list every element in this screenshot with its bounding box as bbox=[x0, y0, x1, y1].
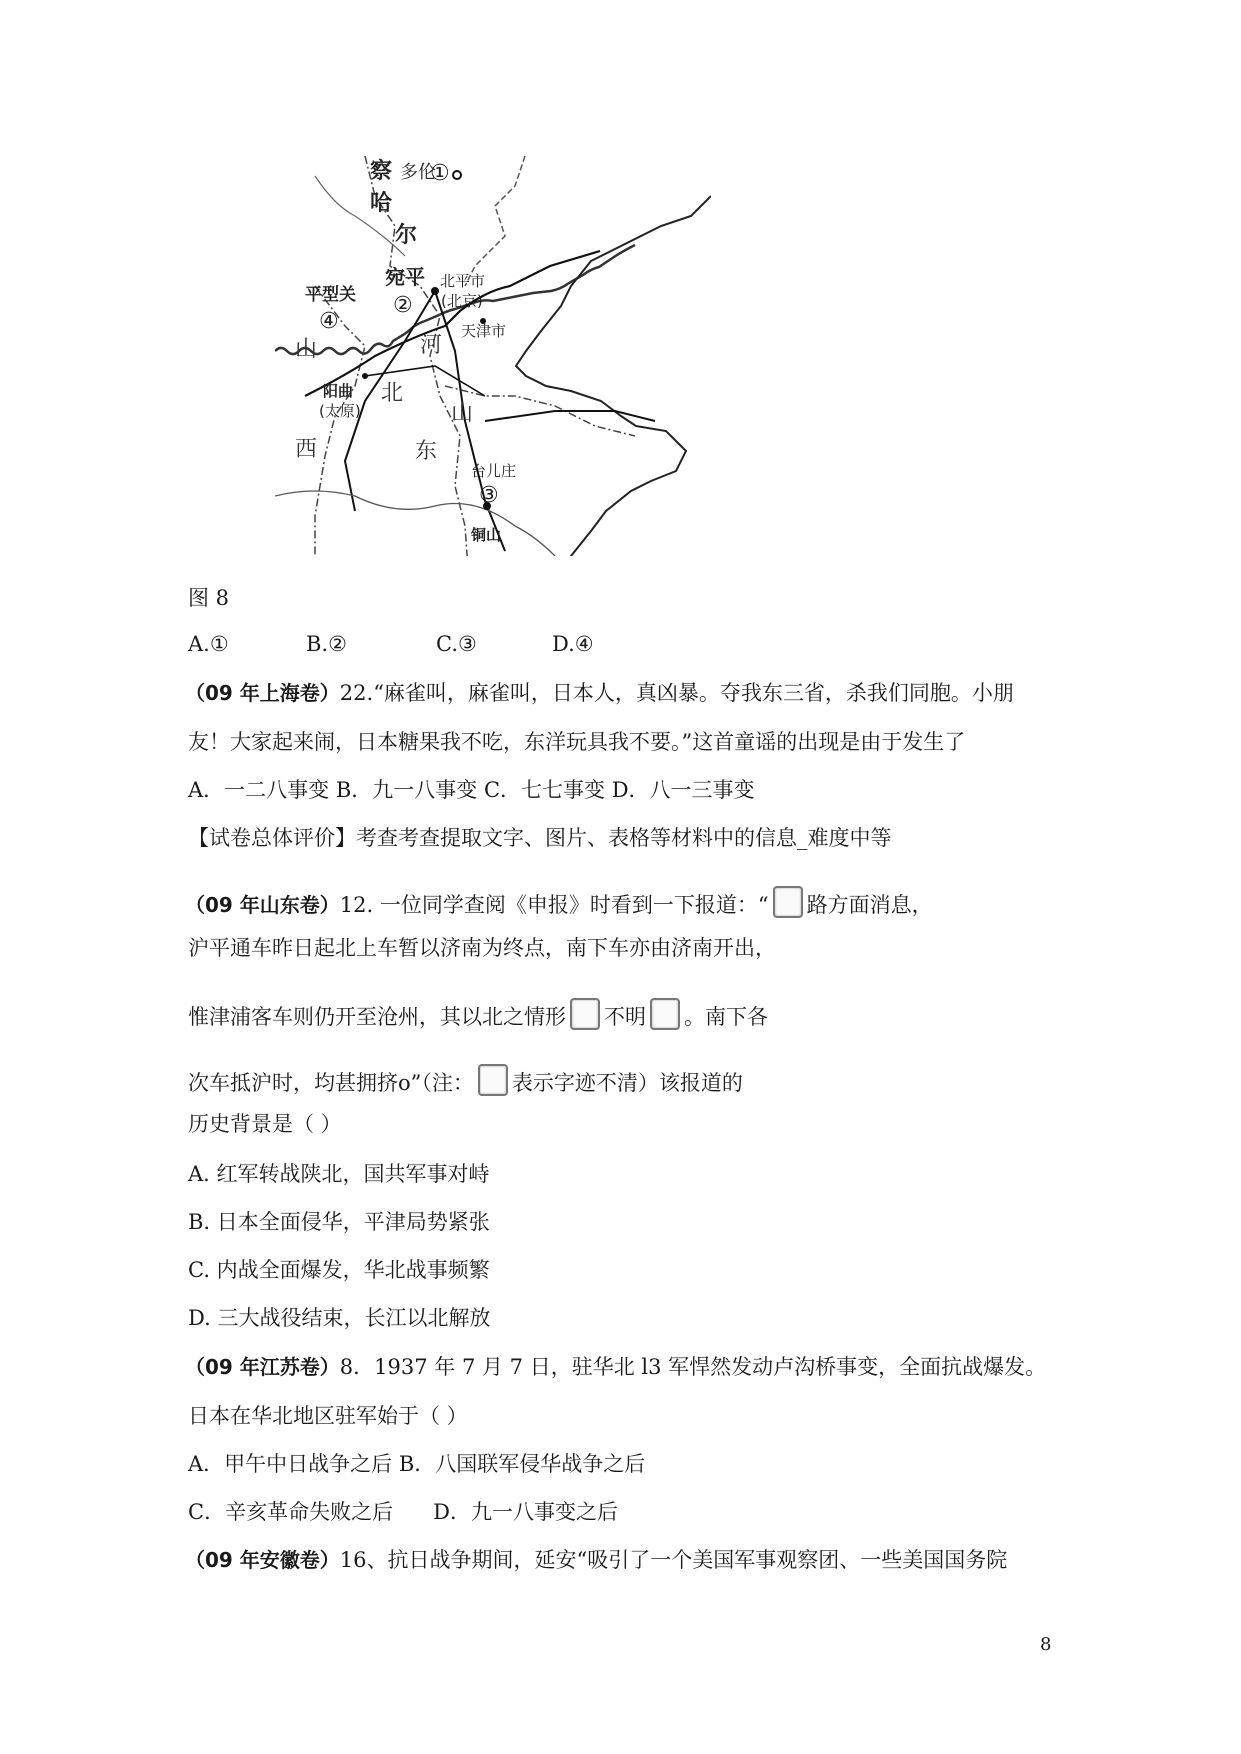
question-8-options-row2: C．辛亥革命失败之后 D．九一八事变之后 bbox=[188, 1500, 618, 1524]
question-22-options: A．一二八事变 B．九一八事变 C．七七事变 D．八一三事变 bbox=[188, 778, 755, 802]
evaluation-label: 【试卷总体评价】 bbox=[188, 826, 356, 850]
label-tongshan: 铜山 bbox=[471, 526, 502, 544]
question-12-option-c: C. 内战全面爆发，华北战事频繁 bbox=[188, 1258, 490, 1282]
question-source: （09 年山东卷） bbox=[185, 893, 340, 917]
marker-4: ④ bbox=[319, 309, 339, 334]
evaluation-line bbox=[188, 824, 892, 852]
label-shan-west: 山 bbox=[295, 337, 318, 362]
question-12-option-a: A. 红军转战陕北，国共军事对峙 bbox=[188, 1162, 490, 1186]
label-beijing: (北京) bbox=[441, 292, 483, 310]
marker-2: ② bbox=[393, 293, 413, 318]
question-text: 表示字迹不清）该报道的 bbox=[511, 1071, 743, 1095]
figure-caption: 图 8 bbox=[188, 586, 230, 610]
beiping-dot bbox=[431, 287, 439, 295]
question-source: （09 年上海卷） bbox=[185, 681, 340, 705]
question-12-line4 bbox=[188, 1064, 743, 1097]
question-text: 路方面消息， bbox=[806, 893, 933, 917]
label-pingxingguan: 平型关 bbox=[305, 285, 356, 305]
question-text: 。南下各 bbox=[684, 1005, 768, 1029]
marker-3: ③ bbox=[479, 483, 499, 508]
label-yangqu: 阳曲 bbox=[323, 382, 354, 400]
question-source: （09 年安徽卷） bbox=[185, 1548, 340, 1572]
option-c: C.③ bbox=[436, 632, 477, 656]
question-text: 8．1937 年 7 月 7 日，驻华北 l3 军悍然发动卢沟桥事变，全面抗战爆发。 bbox=[339, 1355, 1047, 1379]
question-8-options-row1: A．甲午中日战争之后 B．八国联军侵华战争之后 bbox=[188, 1452, 646, 1476]
illegible-char-box bbox=[650, 998, 680, 1030]
marker-1: ① bbox=[430, 161, 450, 186]
illegible-char-box bbox=[570, 998, 600, 1030]
question-source: （09 年江苏卷） bbox=[185, 1355, 340, 1379]
question-16-line1 bbox=[185, 1546, 1007, 1574]
label-tianjin: 天津市 bbox=[461, 322, 507, 340]
label-beiping: 北平市 bbox=[440, 272, 486, 290]
north-china-map bbox=[275, 156, 711, 556]
label-bei: 北 bbox=[381, 381, 404, 406]
option-b: B.② bbox=[306, 632, 347, 656]
label-ha: 哈 bbox=[370, 191, 393, 216]
question-8-line2: 日本在华北地区驻军始于（ ） bbox=[188, 1404, 468, 1428]
yangqu-dot bbox=[362, 373, 368, 379]
question-text: 16、抗日战争期间，延安“吸引了一个美国军事观察团、一些美国国务院 bbox=[339, 1548, 1008, 1572]
question-12-line2: 沪平通车昨日起北上车暂以济南为终点，南下车亦由济南开出， bbox=[188, 936, 776, 960]
label-er: 尔 bbox=[395, 223, 418, 248]
label-wanping: 宛平 bbox=[385, 265, 425, 289]
label-he: 河 bbox=[420, 333, 443, 358]
question-22-line2: 友！大家起来闹，日本糖果我不吃，东洋玩具我不要。”这首童谣的出现是由于发生了 bbox=[188, 730, 966, 754]
label-duolun: 多伦 bbox=[400, 162, 436, 183]
illegible-char-box bbox=[773, 886, 803, 918]
page-number: 8 bbox=[1040, 1634, 1052, 1655]
option-a: A.① bbox=[188, 632, 229, 656]
question-12-option-b: B. 日本全面侵华，平津局势紧张 bbox=[188, 1210, 490, 1234]
question-text: 12. 一位同学查阅《申报》时看到一下报道：“ bbox=[339, 893, 769, 917]
question-8-line1 bbox=[185, 1353, 1046, 1381]
question-12-option-d: D. 三大战役结束，长江以北解放 bbox=[188, 1306, 491, 1330]
label-cha: 察 bbox=[370, 159, 393, 184]
question-12-line3 bbox=[188, 998, 768, 1031]
label-xi: 西 bbox=[295, 437, 318, 462]
question-text: 惟津浦客车则仍开至沧州，其以北之情形 bbox=[188, 1005, 566, 1029]
duolun-dot bbox=[453, 171, 461, 179]
figure-8-map bbox=[275, 156, 711, 556]
evaluation-text: 考查考查提取文字、图片、表格等材料中的信息_难度中等 bbox=[356, 826, 892, 850]
label-dong: 东 bbox=[415, 439, 438, 464]
question-text: 次车抵沪时，均甚拥挤o”（注： bbox=[188, 1071, 474, 1095]
question-12-line5: 历史背景是（ ） bbox=[188, 1112, 342, 1136]
label-taiyuan: (太原) bbox=[319, 402, 361, 420]
question-22-line1 bbox=[185, 679, 1014, 707]
question-12-line1 bbox=[185, 886, 933, 919]
question-text: 22.“麻雀叫，麻雀叫，日本人，真凶暴。夺我东三省，杀我们同胞。小朋 bbox=[339, 681, 1014, 705]
label-taierzhuang: 台儿庄 bbox=[471, 462, 517, 480]
option-d: D.④ bbox=[552, 632, 594, 656]
illegible-char-box bbox=[478, 1064, 508, 1096]
question-text: 不明 bbox=[604, 1005, 646, 1029]
label-shan-east: 山 bbox=[451, 401, 474, 426]
